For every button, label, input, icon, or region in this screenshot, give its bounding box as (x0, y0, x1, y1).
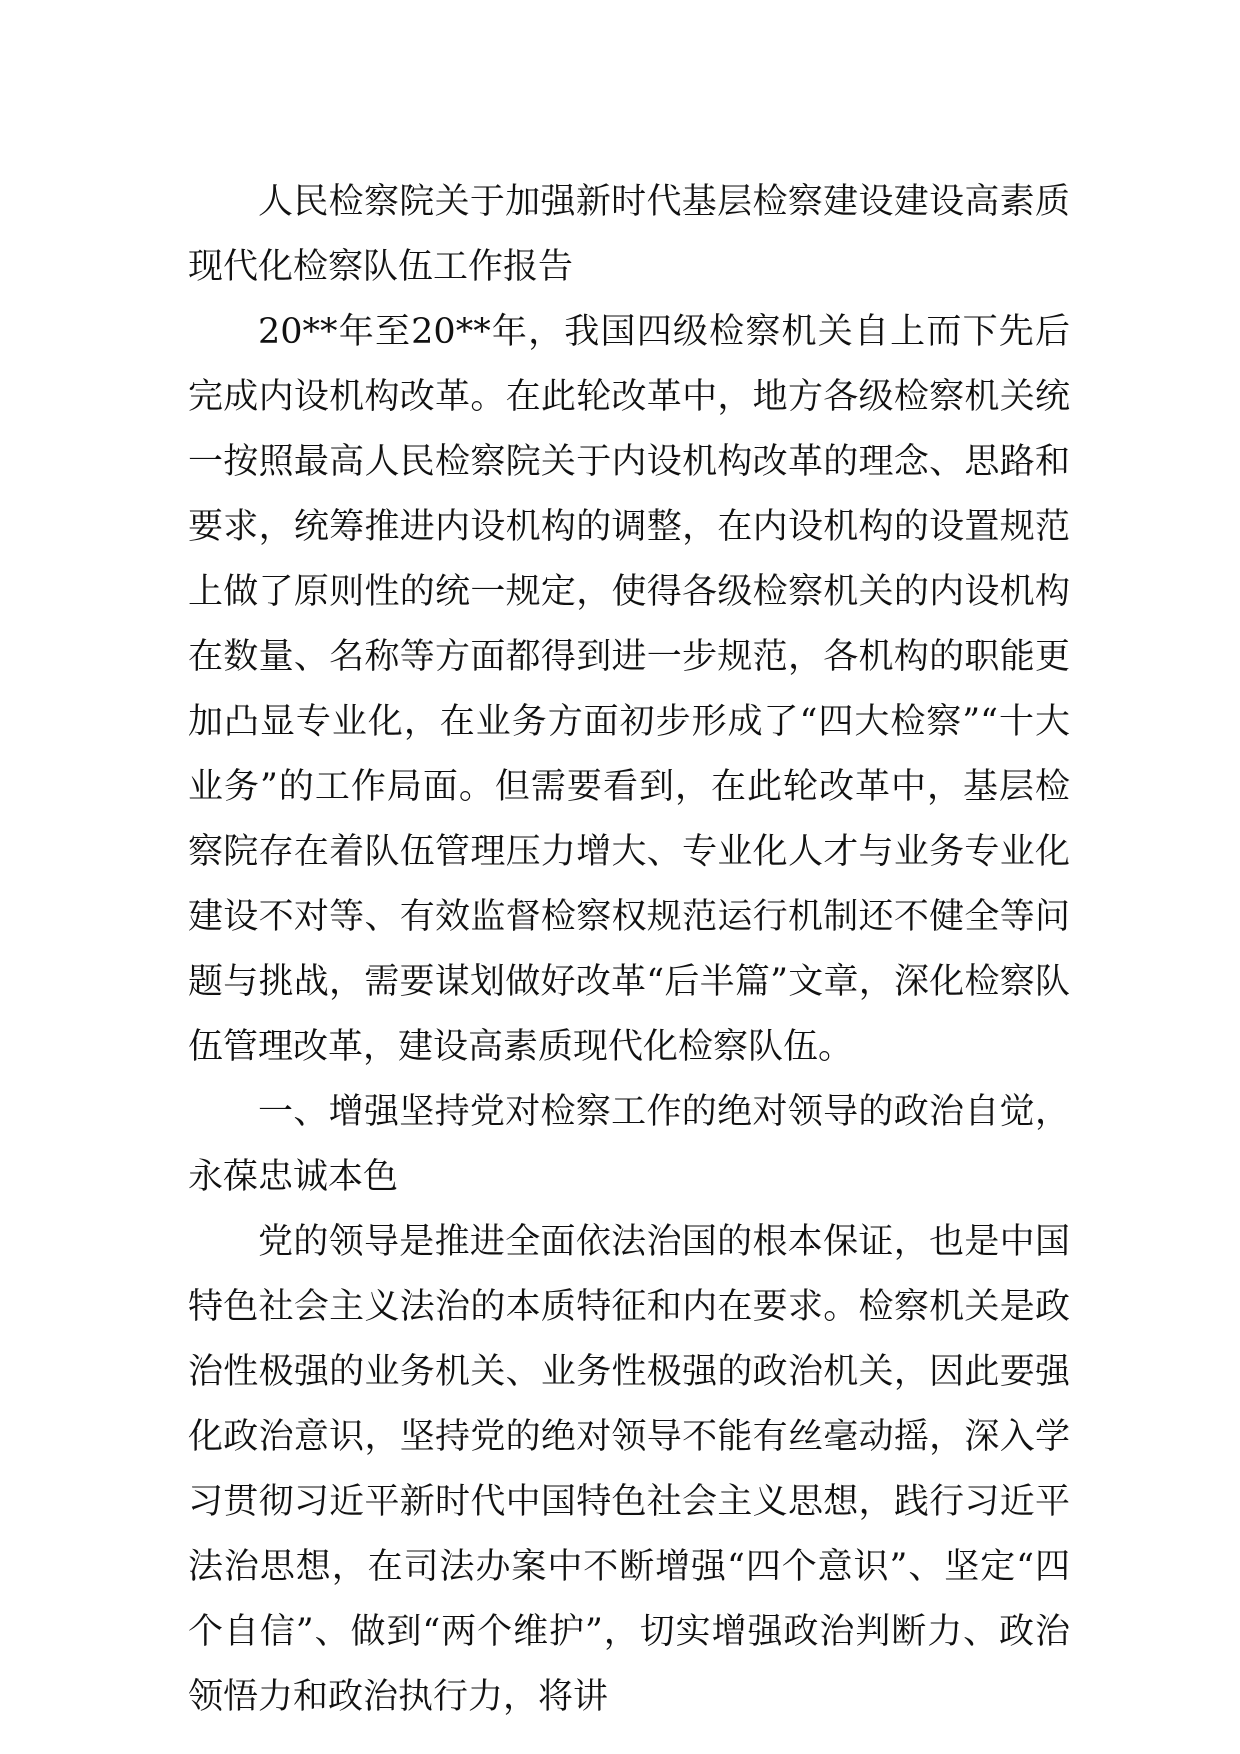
document-title: 人民检察院关于加强新时代基层检察建设建设高素质现代化检察队伍工作报告 (188, 182, 1070, 287)
paragraph-intro: 20**年至20**年，我国四级检察机关自上而下先后完成内设机构改革。在此轮改革中，地方各级检察机关统一按照最高人民检察院关于内设机构改革的理念、思路和要求，统筹推进内设机构的调整，在内设机构的设置规范上做了原则性的统一规定，使得各级检察机关的内设机构在数量、名称等方面都得到进一步规范，各机构的职能更加凸显专业化，在业务方面初步形成了“四大检察”“十大业务”的工作局面。但需要看到，在此轮改革中，基层检察院存在着队伍管理压力增大、专业化人才与业务专业化建设不对等、有效监督检察权规范运行机制还不健全等问题与挑战，需要谋划做好改革“后半篇”文章，深化检察队伍管理改革，建设高素质现代化检察队伍。 (188, 312, 1070, 1067)
paragraph-party-leadership: 党的领导是推进全面依法治国的根本保证，也是中国特色社会主义法治的本质特征和内在要求。检察机关是政治性极强的业务机关、业务性极强的政治机关，因此要强化政治意识，坚持党的绝对领导不能有丝毫动摇，深入学习贯彻习近平新时代中国特色社会主义思想，践行习近平法治思想，在司法办案中不断增强“四个意识”、坚定“四个自信”、做到“两个维护”，切实增强政治判断力、政治领悟力和政治执行力，将讲 (188, 1222, 1070, 1717)
section-heading-1: 一、增强坚持党对检察工作的绝对领导的政治自觉，永葆忠诚本色 (188, 1092, 1070, 1197)
document-body (188, 170, 1070, 1730)
